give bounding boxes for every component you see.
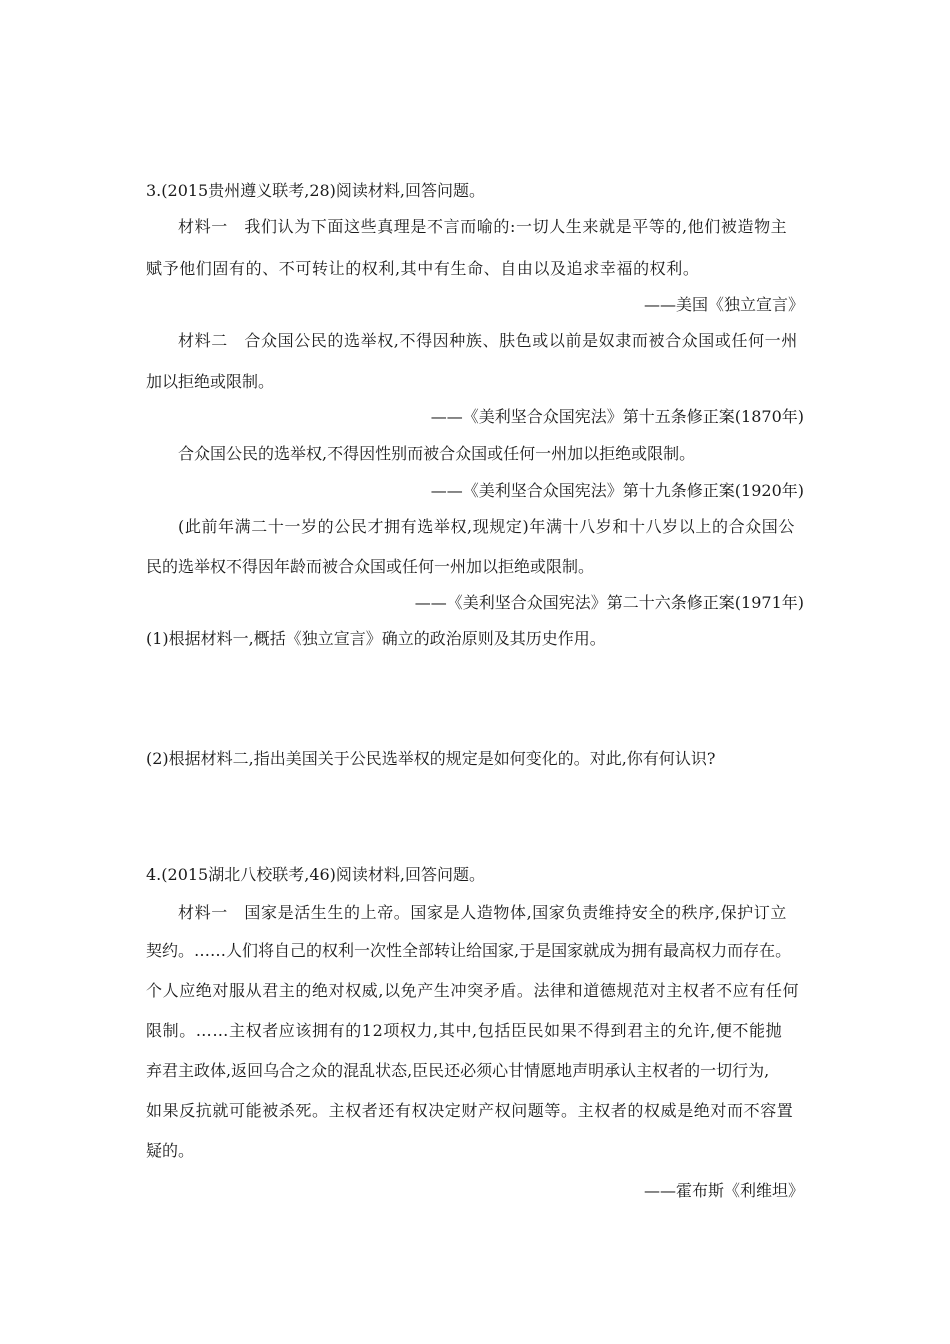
q4-material1-line1: 材料一 国家是活生生的上帝。国家是人造物体,国家负责维持安全的秩序,保护订立 — [178, 903, 787, 922]
q4-material1-line5: 弃君主政体,返回乌合之众的混乱状态,臣民还必须心甘情愿地声明承认主权者的一切行为, — [146, 1061, 770, 1080]
q4-header: 4.(2015湖北八校联考,46)阅读材料,回答问题。 — [146, 865, 486, 884]
q4-material1-line3: 个人应绝对服从君主的绝对权威,以免产生冲突矛盾。法律和道德规范对主权者不应有任何 — [146, 981, 800, 1000]
q3-material2-source1: ——《美利坚合众国宪法》第十五条修正案(1870年) — [430, 407, 804, 426]
q3-material2-source2: ——《美利坚合众国宪法》第十九条修正案(1920年) — [430, 481, 804, 500]
q3-material2-line5: 民的选举权不得因年龄而被合众国或任何一州加以拒绝或限制。 — [146, 557, 595, 576]
q3-material2-source3: ——《美利坚合众国宪法》第二十六条修正案(1971年) — [414, 593, 804, 612]
q3-material2-line3: 合众国公民的选举权,不得因性别而被合众国或任何一州加以拒绝或限制。 — [178, 444, 696, 463]
q4-material1-line7: 疑的。 — [146, 1141, 195, 1160]
q4-material1-line2: 契约。……人们将自己的权利一次性全部转让给国家,于是国家就成为拥有最高权力而存在。 — [146, 941, 792, 960]
q3-subquestion-2: (2)根据材料二,指出美国关于公民选举权的规定是如何变化的。对此,你有何认识? — [146, 749, 716, 768]
q4-material1-line4: 限制。……主权者应该拥有的12项权力,其中,包括臣民如果不得到君主的允许,便不能抛 — [146, 1021, 783, 1040]
q3-subquestion-1: (1)根据材料一,概括《独立宣言》确立的政治原则及其历史作用。 — [146, 629, 606, 648]
q3-material2-line4: (此前年满二十一岁的公民才拥有选举权,现规定)年满十八岁和十八岁以上的合众国公 — [178, 517, 795, 536]
q3-header: 3.(2015贵州遵义联考,28)阅读材料,回答问题。 — [146, 181, 486, 200]
q3-material2-line1: 材料二 合众国公民的选举权,不得因种族、肤色或以前是奴隶而被合众国或任何一州 — [178, 331, 798, 350]
q3-material1-line1: 材料一 我们认为下面这些真理是不言而喻的:一切人生来就是平等的,他们被造物主 — [178, 217, 788, 236]
q3-material1-line2: 赋予他们固有的、不可转让的权利,其中有生命、自由以及追求幸福的权利。 — [146, 259, 700, 278]
q4-material1-line6: 如果反抗就可能被杀死。主权者还有权决定财产权问题等。主权者的权威是绝对而不容置 — [146, 1101, 794, 1120]
q4-material1-source: ——霍布斯《利维坦》 — [643, 1181, 804, 1200]
q3-material1-source: ——美国《独立宣言》 — [643, 295, 804, 314]
q3-material2-line2: 加以拒绝或限制。 — [146, 372, 275, 391]
